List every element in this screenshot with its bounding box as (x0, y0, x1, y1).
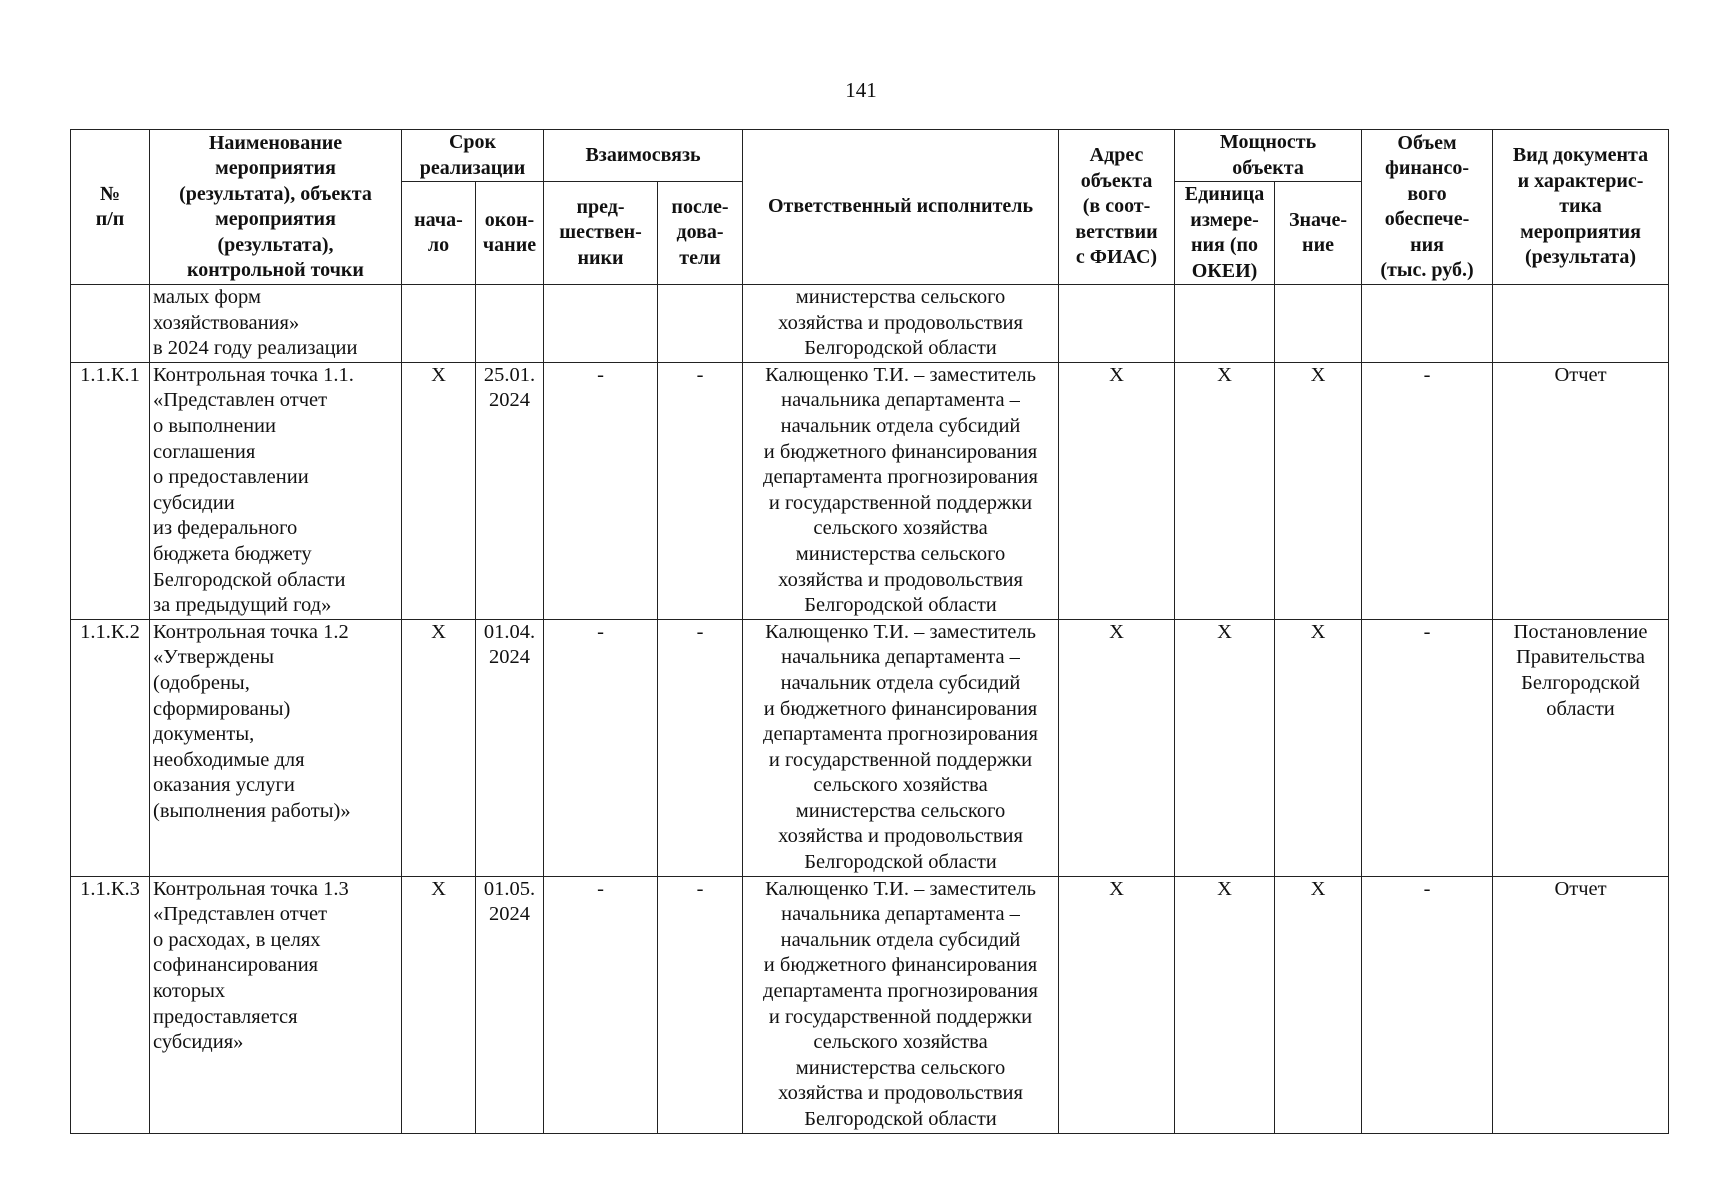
cell-succ: - (658, 362, 743, 619)
cell-start: X (402, 619, 476, 876)
cell-num (71, 285, 150, 363)
cell-value: X (1275, 362, 1362, 619)
cell-finance (1362, 285, 1493, 363)
cell-unit (1175, 285, 1275, 363)
cell-pred: - (544, 619, 658, 876)
cell-start: X (402, 362, 476, 619)
cell-value: X (1275, 876, 1362, 1133)
cell-succ: - (658, 876, 743, 1133)
header-term-end: окон- чание (476, 182, 544, 285)
cell-pred: - (544, 362, 658, 619)
cell-name: Контрольная точка 1.3 «Представлен отчет о расходах, в целях софинансирования которых предоставляется субсидия» (150, 876, 402, 1133)
cell-name: малых форм хозяйствования» в 2024 году реализации (150, 285, 402, 363)
cell-doc: Постановление Правительства Белгородской области (1493, 619, 1669, 876)
header-num: № п/п (71, 130, 150, 285)
cell-finance: - (1362, 619, 1493, 876)
cell-start: X (402, 876, 476, 1133)
table-row-continuation (71, 285, 1669, 363)
header-responsible: Ответственный исполнитель (743, 130, 1059, 285)
cell-pred: - (544, 876, 658, 1133)
cell-end: 01.04. 2024 (476, 619, 544, 876)
cell-num: 1.1.К.1 (71, 362, 150, 619)
header-term: Срок реализации (402, 130, 544, 182)
header-name: Наименование мероприятия (результата), объекта мероприятия (результата), контрольной точки (150, 130, 402, 285)
cell-finance: - (1362, 876, 1493, 1133)
cell-pred (544, 285, 658, 363)
cell-responsible: Калющенко Т.И. – заместитель начальника департамента – начальник отдела субсидий и бюджетного финансирования департамента прогнозирования и государственной поддержки сельского хозяйства министерства сельского хозяйства и продовольствия Белгородской области (743, 619, 1059, 876)
table-row (71, 362, 1669, 619)
table-row (71, 876, 1669, 1133)
cell-num: 1.1.К.3 (71, 876, 150, 1133)
cell-unit: X (1175, 362, 1275, 619)
page-number: 141 (845, 78, 877, 102)
cell-address (1059, 285, 1175, 363)
cell-doc: Отчет (1493, 876, 1669, 1133)
cell-unit: X (1175, 876, 1275, 1133)
header-term-start: нача- ло (402, 182, 476, 285)
cell-doc: Отчет (1493, 362, 1669, 619)
cell-responsible: Калющенко Т.И. – заместитель начальника департамента – начальник отдела субсидий и бюджетного финансирования департамента прогнозирования и государственной поддержки сельского хозяйства министерства сельского хозяйства и продовольствия Белгородской области (743, 362, 1059, 619)
cell-responsible: министерства сельского хозяйства и продовольствия Белгородской области (743, 285, 1059, 363)
cell-name: Контрольная точка 1.1. «Представлен отчет о выполнении соглашения о предоставлении субсидии из федерального бюджета бюджету Белгородской области за предыдущий год» (150, 362, 402, 619)
header-capacity: Мощность объекта (1175, 130, 1362, 182)
cell-num: 1.1.К.2 (71, 619, 150, 876)
header-value: Значе- ние (1275, 182, 1362, 285)
header-finance: Объем финансо- вого обеспече- ния (тыс. руб.) (1362, 130, 1493, 285)
cell-succ: - (658, 619, 743, 876)
cell-address: X (1059, 362, 1175, 619)
cell-end: 01.05. 2024 (476, 876, 544, 1133)
cell-finance: - (1362, 362, 1493, 619)
cell-value (1275, 285, 1362, 363)
header-doc-type: Вид документа и характерис- тика мероприятия (результата) (1493, 130, 1669, 285)
header-relation: Взаимосвязь (544, 130, 743, 182)
header-predecessors: пред- шествен- ники (544, 182, 658, 285)
cell-name: Контрольная точка 1.2 «Утверждены (одобрены, сформированы) документы, необходимые для оказания услуги (выполнения работы)» (150, 619, 402, 876)
cell-doc (1493, 285, 1669, 363)
header-successors: после- дова- тели (658, 182, 743, 285)
table-row (71, 619, 1669, 876)
cell-address: X (1059, 619, 1175, 876)
cell-succ (658, 285, 743, 363)
plan-table (70, 129, 1669, 1134)
cell-value: X (1275, 619, 1362, 876)
cell-address: X (1059, 876, 1175, 1133)
cell-responsible: Калющенко Т.И. – заместитель начальника департамента – начальник отдела субсидий и бюджетного финансирования департамента прогнозирования и государственной поддержки сельского хозяйства министерства сельского хозяйства и продовольствия Белгородской области (743, 876, 1059, 1133)
cell-unit: X (1175, 619, 1275, 876)
cell-end (476, 285, 544, 363)
header-address: Адрес объекта (в соот- ветствии с ФИАС) (1059, 130, 1175, 285)
header-unit: Единица измере- ния (по ОКЕИ) (1175, 182, 1275, 285)
cell-start (402, 285, 476, 363)
cell-end: 25.01. 2024 (476, 362, 544, 619)
